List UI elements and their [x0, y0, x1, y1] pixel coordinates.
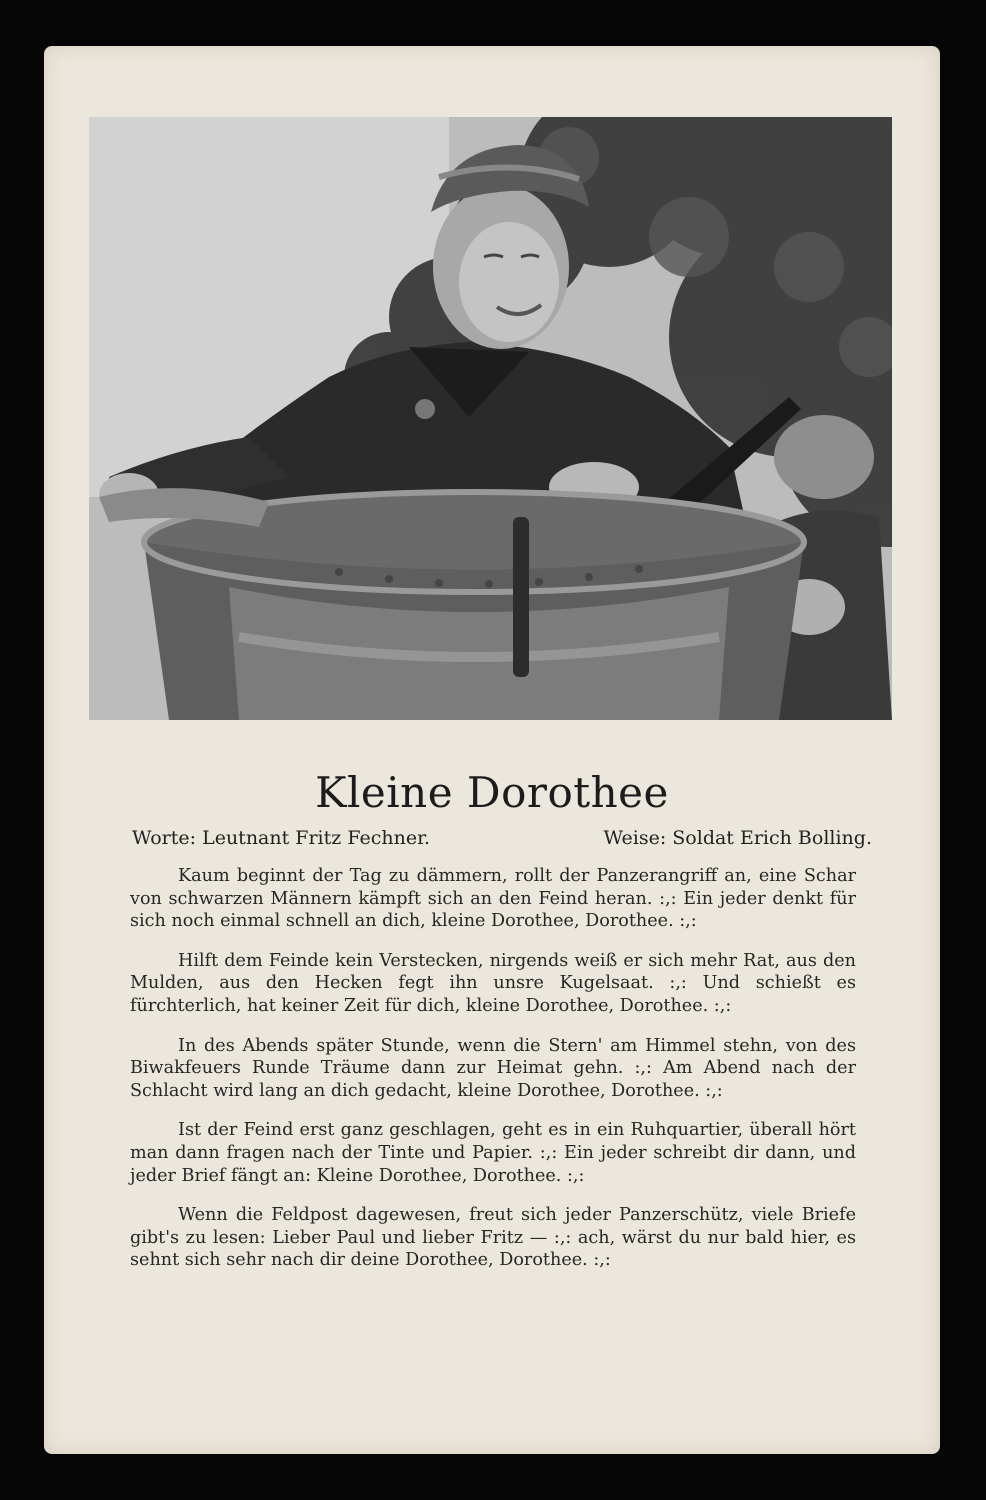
postcard — [44, 46, 940, 1454]
verse-1: Kaum beginnt der Tag zu dämmern, rollt der Panzerangriff an, eine Schar von schwarzen Männern kämpft sich an den Feind heran. :,: Ein jeder denkt für sich noch einmal schnell an dich, kleine Dorothee, Dorothee. :,: — [130, 866, 856, 932]
photo-illustration — [89, 117, 892, 720]
credits-line — [132, 827, 872, 849]
soldier-in-tank-turret-photo — [89, 117, 892, 720]
verse-2: Hilft dem Feinde kein Verstecken, nirgends weiß er sich mehr Rat, aus den Mulden, aus den Hecken fegt ihn unsre Kugelsaat. :,: Und schießt es fürchterlich, hat keiner Zeit für dich, kleine Dorothee, Dorothee. :,: — [130, 950, 856, 1016]
lyricist-credit: Worte: Leutnant Fritz Fechner. — [132, 827, 431, 849]
verse-4: Ist der Feind erst ganz geschlagen, geht es in ein Ruhquartier, überall hört man dann fragen nach der Tinte und Papier. :,: Ein jeder schreibt dir dann, und jeder Brief fängt an: Kleine Dorothee, Dorothee. :,: — [130, 1120, 856, 1186]
composer-credit: Weise: Soldat Erich Bolling. — [603, 827, 872, 849]
verse-5: Wenn die Feldpost dagewesen, freut sich jeder Panzerschütz, viele Briefe gibt's zu lesen: Lieber Paul und lieber Fritz — :,: ach, wärst du nur bald hier, es sehnt sich sehr nach dir deine Dorothee, Dorothee. :,: — [130, 1205, 856, 1271]
lyrics — [130, 865, 856, 1289]
verse-3: In des Abends später Stunde, wenn die Stern' am Himmel stehn, von des Biwakfeuers Runde Träume dann zur Heimat gehn. :,: Am Abend nach der Schlacht wird lang an dich gedacht, kleine Dorothee, Dorothee. :,: — [130, 1035, 856, 1101]
song-title: Kleine Dorothee — [315, 768, 669, 817]
